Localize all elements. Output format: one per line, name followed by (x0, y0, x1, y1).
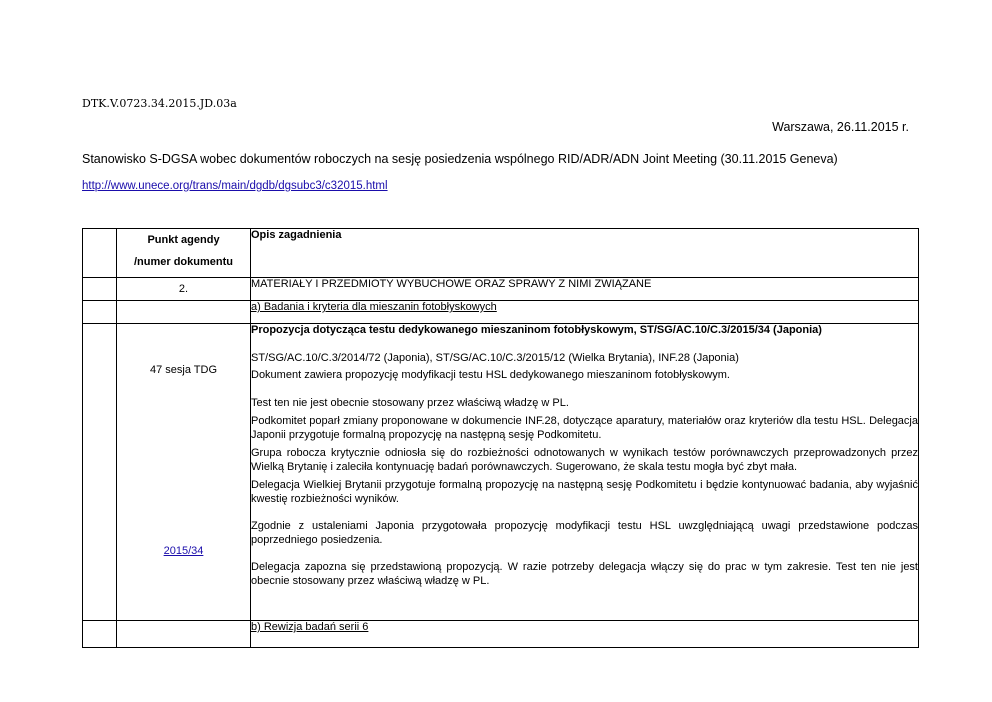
blank-cell (83, 301, 117, 324)
table-row-subsection-a (83, 301, 919, 324)
table-row-subsection-b (83, 621, 919, 648)
section-title: MATERIAŁY I PRZEDMIOTY WYBUCHOWE ORAZ SPRAWY Z NIMI ZWIĄZANE (251, 278, 919, 301)
document-number-link[interactable]: 2015/34 (163, 545, 204, 557)
section-number: 2. (117, 278, 251, 301)
item-paragraph: Podkomitet poparł zmiany proponowane w dokumencie INF.28, dotyczące aparatury, materiałów oraz kryteriów dla testu HSL. Delegacja Japonii przygotuje formalną propozycję na następną sesję Podkomitetu. (251, 415, 918, 441)
table-header-row (83, 229, 919, 278)
header-agenda-number (117, 229, 251, 278)
table-row-item (83, 324, 919, 621)
blank-cell (117, 301, 251, 324)
stance-heading: Stanowisko S-DGSA wobec dokumentów roboczych na sesję posiedzenia wspólnego RID/ADR/ADN Joint Meeting (30.11.2015 Geneva) (82, 152, 838, 166)
blank-cell (83, 229, 117, 278)
item-paragraph: Grupa robocza krytycznie odniosła się do rozbieżności odnotowanych w wynikach testów porównawczych przeprowadzonych przez Wielką Brytanię i zaleciła kontynuację badań porównawczych. Sugerowano, że skala testu mogła być zbyt mała. (251, 447, 918, 473)
session-label: 47 sesja TDG (149, 364, 218, 376)
item-paragraph: Test ten nie jest obecnie stosowany przez właściwą władzę w PL. (251, 396, 569, 409)
blank-cell (83, 278, 117, 301)
unece-link[interactable]: http://www.unece.org/trans/main/dgdb/dgsubc3/c32015.html (82, 180, 388, 192)
document-reference: DTK.V.0723.34.2015.JD.03a (82, 97, 237, 110)
blank-cell (83, 324, 117, 621)
blank-cell (83, 621, 117, 648)
item-title: Propozycja dotycząca testu dedykowanego mieszaninom fotobłyskowym, ST/SG/AC.10/C.3/2015/34 (Japonia) (251, 324, 822, 336)
agenda-table (82, 228, 919, 648)
header-description: Opis zagadnienia (251, 229, 919, 278)
item-paragraph: Delegacja Wielkiej Brytanii przygotuje formalną propozycję na następną sesję Podkomitetu i będzie kontynuować badania, aby wyjaśnić kwestię rozbieżności wyników. (251, 479, 918, 505)
item-paragraph: Zgodnie z ustaleniami Japonia przygotowała propozycję modyfikacji testu HSL uwzględniającą uwagi przedstawione podczas poprzedniego posiedzenia. (251, 520, 918, 546)
blank-cell (117, 621, 251, 648)
item-references: ST/SG/AC.10/C.3/2014/72 (Japonia), ST/SG/AC.10/C.3/2015/12 (Wielka Brytania), INF.28 (Japonia) (251, 351, 739, 364)
header-document-number-label: /numer dokumentu (133, 256, 233, 268)
header-agenda-label: Punkt agendy (147, 234, 220, 246)
subsection-a-title: a) Badania i kryteria dla mieszanin fotobłyskowych (251, 301, 919, 324)
item-paragraph: Dokument zawiera propozycję modyfikacji testu HSL dedykowanego mieszaninom fotobłyskowym. (251, 369, 730, 381)
table-row-section (83, 278, 919, 301)
item-reference-cell (117, 324, 251, 621)
subsection-b-title: b) Rewizja badań serii 6 (251, 621, 919, 648)
item-paragraph: Delegacja zapozna się przedstawioną propozycją. W razie potrzeby delegacja włączy się do prac w tym zakresie. Test ten nie jest obecnie stosowany przez właściwą władzę w PL. (251, 561, 918, 587)
place-and-date: Warszawa, 26.11.2015 r. (772, 120, 909, 134)
item-description-cell (251, 324, 919, 621)
